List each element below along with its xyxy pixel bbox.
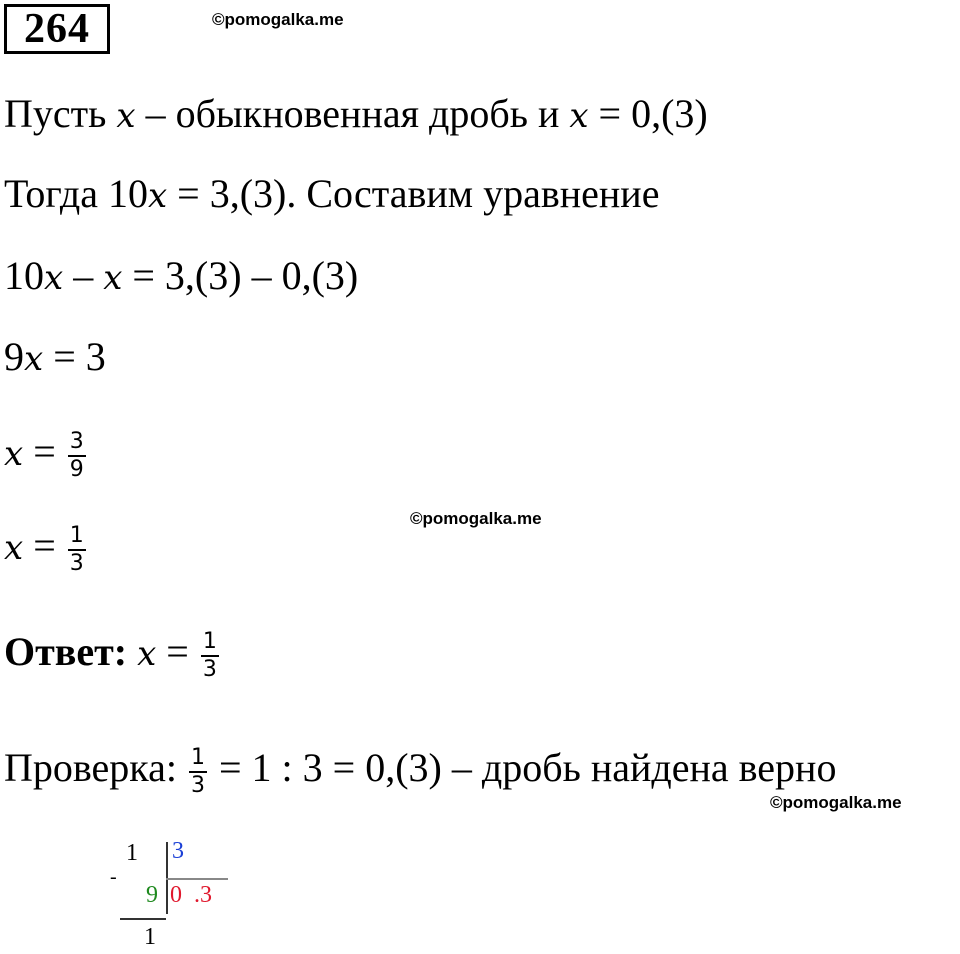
numerator: 1 (189, 745, 207, 773)
watermark-middle: ©pomogalka.me (410, 509, 542, 528)
variable-x: x (4, 528, 24, 568)
watermark-top: ©pomogalka.me (212, 10, 344, 29)
text: 10 (4, 253, 44, 298)
line-simplified (4, 333, 106, 383)
subtrahend: 9 (146, 882, 158, 908)
text: Тогда 10 (4, 171, 148, 216)
variable-x: x (24, 339, 44, 379)
fraction (201, 629, 219, 683)
text: Пусть (4, 91, 117, 136)
variable-x: x (147, 176, 168, 216)
text: – обыкновенная дробь и (135, 91, 570, 136)
quotient-decimal: .3 (194, 882, 212, 908)
variable-x: x (137, 634, 157, 674)
problem-number: 264 (4, 4, 110, 54)
numerator: 3 (68, 429, 86, 457)
text: = (156, 629, 199, 674)
text: = 3 (43, 334, 106, 379)
fraction (68, 523, 86, 577)
numerator: 1 (68, 523, 86, 551)
text: Проверка: (4, 745, 187, 790)
answer-line (4, 628, 221, 683)
denominator: 3 (202, 656, 217, 682)
text: = (23, 429, 66, 474)
denominator: 3 (69, 550, 84, 576)
quotient-integer: 0 (170, 882, 182, 908)
denominator: 3 (191, 772, 205, 798)
text: = 3,(3). Составим уравнение (167, 171, 660, 216)
answer-label: Ответ: (4, 629, 128, 674)
divisor: 3 (172, 838, 184, 864)
long-division (108, 838, 248, 954)
dividend: 1 (126, 840, 138, 866)
fraction (68, 429, 86, 483)
line-multiply (4, 170, 659, 220)
check-line (4, 744, 836, 799)
line-fraction-3-9 (4, 428, 88, 483)
variable-x: x (116, 96, 136, 136)
denominator: 9 (69, 456, 84, 482)
text: – (63, 253, 104, 298)
line-equation (4, 252, 358, 302)
variable-x: x (569, 96, 589, 136)
variable-x: x (4, 434, 24, 474)
text: = 1 : 3 = 0,(3) – дробь найдена верно (209, 745, 837, 790)
division-horizontal-bar (166, 878, 228, 880)
minus-sign: - (110, 866, 117, 888)
variable-x: x (103, 258, 123, 298)
text: = (23, 523, 66, 568)
text: = 3,(3) – 0,(3) (122, 253, 359, 298)
line-fraction-1-3 (4, 522, 88, 577)
variable-x: x (44, 258, 64, 298)
numerator: 1 (201, 629, 219, 657)
watermark-bottom: ©pomogalka.me (770, 793, 902, 812)
text: 9 (4, 334, 24, 379)
remainder: 1 (144, 924, 156, 950)
subtraction-underline (120, 918, 166, 920)
fraction (189, 745, 207, 799)
text: = 0,(3) (588, 91, 708, 136)
line-assumption (4, 90, 708, 140)
